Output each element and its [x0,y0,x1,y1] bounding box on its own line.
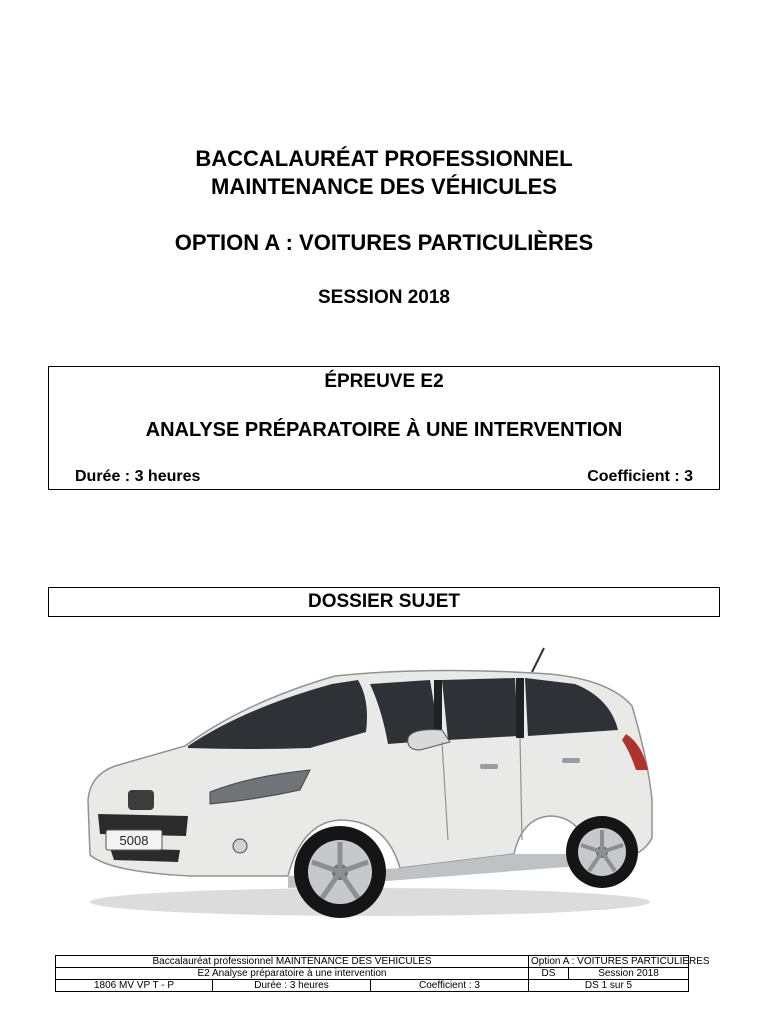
dossier-label: DOSSIER SUJET [307,591,461,612]
option-title: OPTION A : VOITURES PARTICULIÈRES [174,230,594,255]
dossier-box [48,587,720,617]
footer-cell: 1806 MV VP T - P [56,980,213,992]
car-door-handle-2 [562,758,580,763]
footer-cell: Durée : 3 heures [213,980,371,992]
footer-cell: Coefficient : 3 [371,980,529,992]
footer-cell: E2 Analyse préparatoire à une intervention [56,968,529,980]
car-badge: 5008 [119,833,149,848]
footer-row-2 [56,968,689,980]
car-c-pillar [516,678,524,738]
footer-cell: DS 1 sur 5 [529,980,689,992]
car-illustration [70,640,670,930]
footer-cell: Option A : VOITURES PARTICULIERES [529,956,689,968]
epreuve-title: ANALYSE PRÉPARATOIRE À UNE INTERVENTION [145,419,623,441]
exam-title-line2: MAINTENANCE DES VÉHICULES [211,174,557,199]
car-windshield [188,680,367,749]
session-title: SESSION 2018 [317,287,451,308]
car-logo [128,790,154,810]
footer-table [55,955,710,992]
epreuve-box [48,366,720,490]
footer-row-3 [56,980,689,992]
car-rear-wheel [566,816,638,888]
exam-title-line1: BACCALAURÉAT PROFESSIONNEL [195,146,573,171]
car-front-wheel [294,826,386,918]
footer-row-1 [56,956,689,968]
duree-label: Durée : 3 heures [75,468,201,485]
coefficient-label: Coefficient : 3 [587,468,693,485]
car-antenna [532,648,544,672]
footer-cell: DS [529,968,569,980]
car-door-handle-1 [480,764,498,769]
footer-cell: Baccalauréat professionnel MAINTENANCE DES VEHICULES [56,956,529,968]
car-window-middle [442,678,518,740]
car-fog-light [233,839,247,853]
epreuve-name: ÉPREUVE E2 [324,371,444,392]
footer-cell: Session 2018 [569,968,689,980]
car-image [70,640,670,930]
